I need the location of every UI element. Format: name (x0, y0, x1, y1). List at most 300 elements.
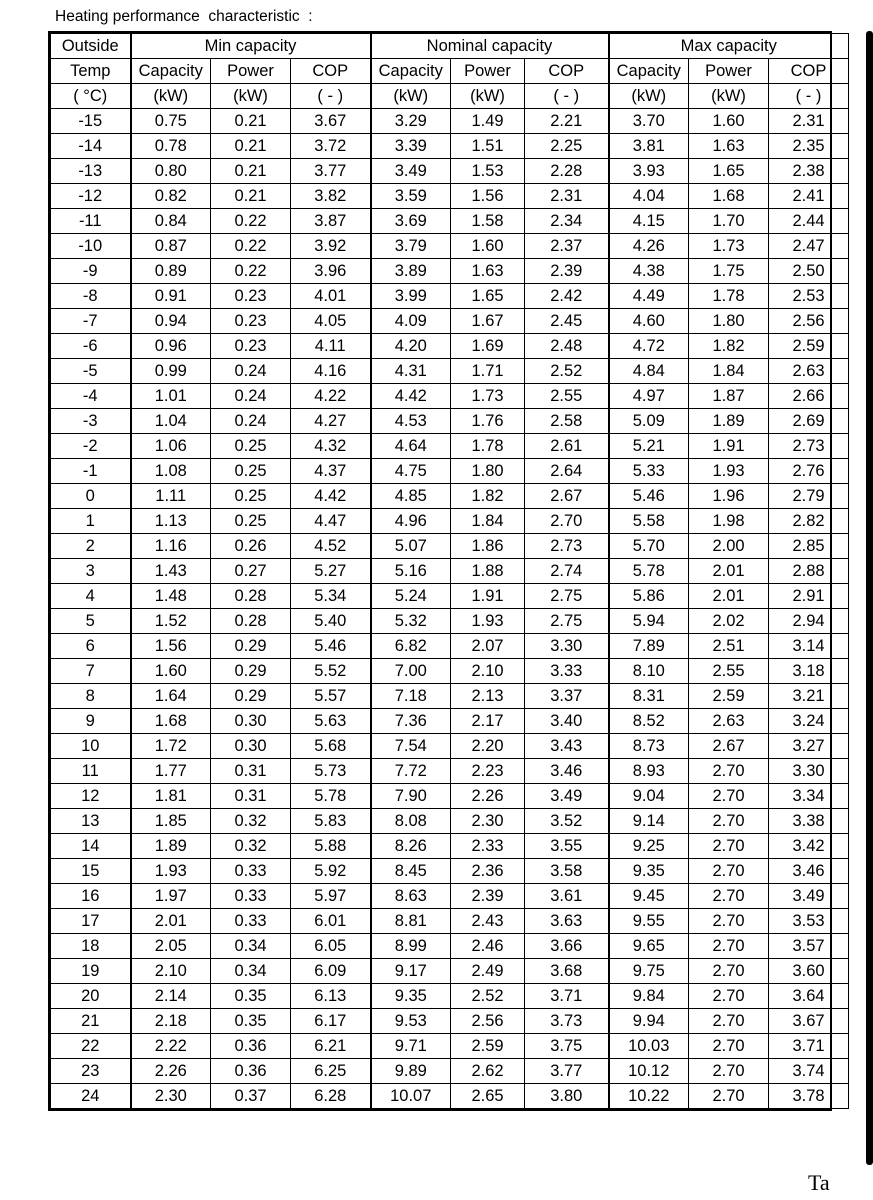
table-row (51, 484, 849, 509)
table-row (51, 384, 849, 409)
cell-max-cop: 3.42 (769, 834, 849, 859)
cell-nominal-cop: 3.80 (525, 1084, 609, 1109)
cell-min-power: 0.31 (211, 784, 291, 809)
cell-temp: -12 (51, 184, 131, 209)
cell-nominal-power: 2.13 (451, 684, 525, 709)
cell-max-cop: 2.53 (769, 284, 849, 309)
cell-min-cop: 5.34 (291, 584, 371, 609)
cell-nominal-cop: 2.75 (525, 584, 609, 609)
cell-max-capacity: 9.45 (609, 884, 689, 909)
cell-nominal-cop: 2.58 (525, 409, 609, 434)
cell-min-cop: 6.21 (291, 1034, 371, 1059)
cell-max-power: 1.87 (689, 384, 769, 409)
cell-nominal-capacity: 7.54 (371, 734, 451, 759)
cell-temp: 23 (51, 1059, 131, 1084)
cell-max-capacity: 3.81 (609, 134, 689, 159)
cell-min-power: 0.23 (211, 309, 291, 334)
cell-max-power: 2.70 (689, 1009, 769, 1034)
cell-nominal-power: 2.62 (451, 1059, 525, 1084)
cell-nominal-power: 1.71 (451, 359, 525, 384)
cell-min-power: 0.24 (211, 384, 291, 409)
cell-temp: 18 (51, 934, 131, 959)
cell-min-power: 0.32 (211, 809, 291, 834)
cell-nominal-power: 2.30 (451, 809, 525, 834)
cell-nominal-capacity: 8.26 (371, 834, 451, 859)
header-group-max: Max capacity (609, 34, 849, 59)
cell-nominal-cop: 3.75 (525, 1034, 609, 1059)
cell-max-power: 1.96 (689, 484, 769, 509)
cell-temp: -15 (51, 109, 131, 134)
cell-max-power: 2.59 (689, 684, 769, 709)
cell-nominal-cop: 2.55 (525, 384, 609, 409)
cell-temp: 7 (51, 659, 131, 684)
cell-min-cop: 6.25 (291, 1059, 371, 1084)
cell-min-power: 0.22 (211, 259, 291, 284)
cell-nominal-cop: 3.33 (525, 659, 609, 684)
cell-nominal-capacity: 4.85 (371, 484, 451, 509)
cell-max-capacity: 4.72 (609, 334, 689, 359)
cell-temp: 13 (51, 809, 131, 834)
cell-max-cop: 3.57 (769, 934, 849, 959)
cell-temp: 21 (51, 1009, 131, 1034)
cell-max-cop: 3.60 (769, 959, 849, 984)
cell-nominal-cop: 3.61 (525, 884, 609, 909)
cell-temp: 15 (51, 859, 131, 884)
cell-min-power: 0.22 (211, 234, 291, 259)
cell-max-power: 2.70 (689, 884, 769, 909)
cell-max-capacity: 4.49 (609, 284, 689, 309)
cell-nominal-capacity: 9.53 (371, 1009, 451, 1034)
cell-min-capacity: 1.08 (131, 459, 211, 484)
cell-min-cop: 4.32 (291, 434, 371, 459)
cell-max-capacity: 3.93 (609, 159, 689, 184)
cell-max-power: 1.60 (689, 109, 769, 134)
cell-min-cop: 4.37 (291, 459, 371, 484)
cell-nominal-capacity: 8.45 (371, 859, 451, 884)
cell-max-cop: 3.34 (769, 784, 849, 809)
cell-max-cop: 2.31 (769, 109, 849, 134)
cell-nominal-power: 1.78 (451, 434, 525, 459)
cell-min-cop: 4.11 (291, 334, 371, 359)
table-row (51, 984, 849, 1009)
cell-max-capacity: 5.21 (609, 434, 689, 459)
cell-max-power: 2.70 (689, 909, 769, 934)
cell-nominal-power: 1.86 (451, 534, 525, 559)
cell-nominal-power: 1.93 (451, 609, 525, 634)
cell-nominal-power: 2.10 (451, 659, 525, 684)
cell-temp: -11 (51, 209, 131, 234)
table-row (51, 909, 849, 934)
cell-temp: -1 (51, 459, 131, 484)
cell-min-cop: 5.46 (291, 634, 371, 659)
cell-max-capacity: 3.70 (609, 109, 689, 134)
cell-min-cop: 6.28 (291, 1084, 371, 1109)
unit-nominal-power: (kW) (451, 84, 525, 109)
cell-max-cop: 2.63 (769, 359, 849, 384)
header-min-cop: COP (291, 59, 371, 84)
cell-min-cop: 5.52 (291, 659, 371, 684)
cell-max-power: 1.82 (689, 334, 769, 359)
cell-max-capacity: 8.93 (609, 759, 689, 784)
cell-min-capacity: 1.11 (131, 484, 211, 509)
table-row (51, 659, 849, 684)
cell-min-power: 0.28 (211, 584, 291, 609)
cell-min-capacity: 2.30 (131, 1084, 211, 1109)
table-row (51, 184, 849, 209)
cell-min-power: 0.34 (211, 934, 291, 959)
cell-nominal-cop: 2.21 (525, 109, 609, 134)
cell-max-power: 2.70 (689, 984, 769, 1009)
cell-max-cop: 2.66 (769, 384, 849, 409)
cell-min-cop: 6.13 (291, 984, 371, 1009)
cell-nominal-power: 2.39 (451, 884, 525, 909)
cell-max-cop: 2.44 (769, 209, 849, 234)
table-row (51, 334, 849, 359)
cell-nominal-cop: 3.71 (525, 984, 609, 1009)
cell-temp: -14 (51, 134, 131, 159)
table-row (51, 834, 849, 859)
cell-min-capacity: 1.72 (131, 734, 211, 759)
cell-max-capacity: 10.12 (609, 1059, 689, 1084)
cell-temp: 10 (51, 734, 131, 759)
cell-max-cop: 3.53 (769, 909, 849, 934)
table-row (51, 234, 849, 259)
cell-max-cop: 2.59 (769, 334, 849, 359)
cell-max-cop: 3.74 (769, 1059, 849, 1084)
cell-nominal-cop: 2.42 (525, 284, 609, 309)
cell-max-power: 2.55 (689, 659, 769, 684)
cell-min-capacity: 1.56 (131, 634, 211, 659)
cell-max-capacity: 4.84 (609, 359, 689, 384)
cell-min-power: 0.29 (211, 659, 291, 684)
table-row (51, 934, 849, 959)
cell-min-cop: 4.42 (291, 484, 371, 509)
cell-max-capacity: 9.25 (609, 834, 689, 859)
cell-nominal-cop: 2.25 (525, 134, 609, 159)
cell-nominal-cop: 3.52 (525, 809, 609, 834)
cell-nominal-capacity: 3.49 (371, 159, 451, 184)
cell-nominal-power: 2.52 (451, 984, 525, 1009)
cell-temp: -9 (51, 259, 131, 284)
cell-max-capacity: 4.04 (609, 184, 689, 209)
cell-temp: -5 (51, 359, 131, 384)
cell-nominal-capacity: 3.39 (371, 134, 451, 159)
header-temp-unit: ( °C) (51, 84, 131, 109)
header-row-groups (51, 34, 849, 59)
cell-nominal-capacity: 9.17 (371, 959, 451, 984)
unit-max-cop: ( - ) (769, 84, 849, 109)
cell-min-power: 0.34 (211, 959, 291, 984)
cell-min-cop: 5.40 (291, 609, 371, 634)
cell-max-power: 1.68 (689, 184, 769, 209)
cell-min-capacity: 0.84 (131, 209, 211, 234)
cell-max-power: 2.70 (689, 934, 769, 959)
cell-max-power: 2.63 (689, 709, 769, 734)
cell-nominal-cop: 3.68 (525, 959, 609, 984)
cell-nominal-power: 2.26 (451, 784, 525, 809)
cell-min-capacity: 0.78 (131, 134, 211, 159)
cell-nominal-capacity: 3.79 (371, 234, 451, 259)
cell-min-cop: 3.82 (291, 184, 371, 209)
cell-nominal-capacity: 3.89 (371, 259, 451, 284)
cell-nominal-power: 1.88 (451, 559, 525, 584)
cell-nominal-capacity: 4.42 (371, 384, 451, 409)
cell-min-power: 0.24 (211, 409, 291, 434)
header-min-power: Power (211, 59, 291, 84)
cell-max-cop: 2.88 (769, 559, 849, 584)
cell-nominal-cop: 3.49 (525, 784, 609, 809)
header-outside: Outside (51, 34, 131, 59)
cell-temp: 9 (51, 709, 131, 734)
cell-min-power: 0.23 (211, 334, 291, 359)
cell-max-power: 1.65 (689, 159, 769, 184)
header-nominal-capacity: Capacity (371, 59, 451, 84)
cell-max-capacity: 10.22 (609, 1084, 689, 1109)
cell-nominal-cop: 3.40 (525, 709, 609, 734)
cell-temp: 19 (51, 959, 131, 984)
cell-max-capacity: 9.55 (609, 909, 689, 934)
cell-nominal-capacity: 8.08 (371, 809, 451, 834)
cell-min-cop: 3.72 (291, 134, 371, 159)
unit-nominal-capacity: (kW) (371, 84, 451, 109)
cell-nominal-power: 1.82 (451, 484, 525, 509)
cell-max-power: 2.02 (689, 609, 769, 634)
cell-nominal-cop: 2.39 (525, 259, 609, 284)
cell-min-capacity: 1.43 (131, 559, 211, 584)
cell-nominal-capacity: 5.32 (371, 609, 451, 634)
table-row (51, 284, 849, 309)
cell-min-power: 0.33 (211, 884, 291, 909)
cell-max-power: 2.01 (689, 559, 769, 584)
cell-temp: 6 (51, 634, 131, 659)
cell-temp: 3 (51, 559, 131, 584)
cell-max-capacity: 4.97 (609, 384, 689, 409)
cell-nominal-capacity: 8.81 (371, 909, 451, 934)
cell-max-capacity: 5.70 (609, 534, 689, 559)
cell-nominal-capacity: 3.69 (371, 209, 451, 234)
cell-max-power: 2.70 (689, 809, 769, 834)
cell-min-power: 0.25 (211, 459, 291, 484)
header-min-capacity: Capacity (131, 59, 211, 84)
cell-nominal-cop: 2.48 (525, 334, 609, 359)
cell-max-capacity: 9.04 (609, 784, 689, 809)
cell-max-capacity: 4.26 (609, 234, 689, 259)
cell-max-power: 2.70 (689, 1084, 769, 1109)
cell-max-cop: 2.82 (769, 509, 849, 534)
table-row (51, 684, 849, 709)
cell-temp: 22 (51, 1034, 131, 1059)
cell-nominal-cop: 2.75 (525, 609, 609, 634)
cell-max-capacity: 4.60 (609, 309, 689, 334)
cell-nominal-cop: 2.74 (525, 559, 609, 584)
cell-nominal-capacity: 3.29 (371, 109, 451, 134)
header-max-power: Power (689, 59, 769, 84)
cell-temp: -8 (51, 284, 131, 309)
cell-min-cop: 3.92 (291, 234, 371, 259)
table-row (51, 809, 849, 834)
cell-min-cop: 6.01 (291, 909, 371, 934)
cell-min-power: 0.31 (211, 759, 291, 784)
header-group-nominal: Nominal capacity (371, 34, 609, 59)
cell-temp: 24 (51, 1084, 131, 1109)
page-edge-bar (866, 31, 873, 1165)
cell-max-capacity: 10.03 (609, 1034, 689, 1059)
cell-max-cop: 3.71 (769, 1034, 849, 1059)
cell-nominal-cop: 3.30 (525, 634, 609, 659)
cell-nominal-capacity: 9.35 (371, 984, 451, 1009)
cell-nominal-capacity: 6.82 (371, 634, 451, 659)
cell-min-cop: 5.97 (291, 884, 371, 909)
cell-nominal-power: 1.80 (451, 459, 525, 484)
cell-temp: -10 (51, 234, 131, 259)
cell-min-power: 0.28 (211, 609, 291, 634)
cell-min-cop: 5.68 (291, 734, 371, 759)
table-row (51, 459, 849, 484)
cell-min-power: 0.36 (211, 1059, 291, 1084)
cell-max-cop: 3.46 (769, 859, 849, 884)
cell-nominal-capacity: 8.63 (371, 884, 451, 909)
cell-temp: 2 (51, 534, 131, 559)
cell-max-capacity: 8.73 (609, 734, 689, 759)
cell-nominal-cop: 2.70 (525, 509, 609, 534)
cell-nominal-cop: 3.37 (525, 684, 609, 709)
cell-temp: 1 (51, 509, 131, 534)
cell-max-cop: 2.56 (769, 309, 849, 334)
table-row (51, 134, 849, 159)
cell-max-capacity: 8.52 (609, 709, 689, 734)
cell-max-cop: 2.47 (769, 234, 849, 259)
cell-nominal-capacity: 4.53 (371, 409, 451, 434)
cell-max-power: 1.93 (689, 459, 769, 484)
table-row (51, 1084, 849, 1109)
cell-nominal-cop: 2.64 (525, 459, 609, 484)
cell-temp: 20 (51, 984, 131, 1009)
cell-min-power: 0.33 (211, 859, 291, 884)
cell-temp: 16 (51, 884, 131, 909)
cell-max-cop: 3.24 (769, 709, 849, 734)
cell-max-capacity: 5.09 (609, 409, 689, 434)
cell-temp: -3 (51, 409, 131, 434)
cell-min-cop: 3.87 (291, 209, 371, 234)
cell-max-power: 1.75 (689, 259, 769, 284)
cell-min-power: 0.21 (211, 184, 291, 209)
cell-nominal-capacity: 7.90 (371, 784, 451, 809)
cell-nominal-power: 1.51 (451, 134, 525, 159)
cell-nominal-power: 2.46 (451, 934, 525, 959)
cell-max-cop: 3.30 (769, 759, 849, 784)
cell-temp: 11 (51, 759, 131, 784)
header-max-cop: COP (769, 59, 849, 84)
table-body (51, 109, 849, 1109)
cell-nominal-power: 2.59 (451, 1034, 525, 1059)
cell-min-capacity: 1.60 (131, 659, 211, 684)
cell-nominal-power: 1.60 (451, 234, 525, 259)
cell-nominal-capacity: 5.16 (371, 559, 451, 584)
cell-max-power: 2.70 (689, 784, 769, 809)
table-row (51, 409, 849, 434)
cell-nominal-power: 1.58 (451, 209, 525, 234)
cell-nominal-capacity: 8.99 (371, 934, 451, 959)
cell-temp: -6 (51, 334, 131, 359)
cell-min-power: 0.21 (211, 159, 291, 184)
cell-min-capacity: 0.75 (131, 109, 211, 134)
cell-nominal-capacity: 5.24 (371, 584, 451, 609)
cell-min-cop: 4.22 (291, 384, 371, 409)
cell-min-capacity: 1.81 (131, 784, 211, 809)
cell-nominal-power: 2.65 (451, 1084, 525, 1109)
cell-min-cop: 5.57 (291, 684, 371, 709)
table-row (51, 734, 849, 759)
unit-max-capacity: (kW) (609, 84, 689, 109)
cell-max-capacity: 9.94 (609, 1009, 689, 1034)
cell-min-capacity: 1.64 (131, 684, 211, 709)
table-row (51, 784, 849, 809)
cell-min-power: 0.36 (211, 1034, 291, 1059)
table-row (51, 209, 849, 234)
cell-temp: 0 (51, 484, 131, 509)
cell-max-capacity: 9.65 (609, 934, 689, 959)
table-row (51, 884, 849, 909)
cell-max-cop: 3.64 (769, 984, 849, 1009)
cell-max-power: 1.80 (689, 309, 769, 334)
cell-temp: 12 (51, 784, 131, 809)
cell-min-capacity: 2.26 (131, 1059, 211, 1084)
cell-max-power: 2.70 (689, 959, 769, 984)
table-header (51, 34, 849, 109)
table-row (51, 584, 849, 609)
cell-min-cop: 5.83 (291, 809, 371, 834)
header-group-min: Min capacity (131, 34, 371, 59)
cell-nominal-power: 1.49 (451, 109, 525, 134)
cell-max-cop: 2.38 (769, 159, 849, 184)
cell-min-power: 0.32 (211, 834, 291, 859)
cell-nominal-cop: 2.73 (525, 534, 609, 559)
cell-nominal-cop: 3.46 (525, 759, 609, 784)
cell-min-power: 0.25 (211, 434, 291, 459)
corner-text: Ta (808, 1170, 830, 1195)
cell-nominal-capacity: 9.89 (371, 1059, 451, 1084)
cell-min-capacity: 2.05 (131, 934, 211, 959)
cell-min-cop: 4.16 (291, 359, 371, 384)
cell-max-cop: 2.85 (769, 534, 849, 559)
cell-nominal-power: 1.84 (451, 509, 525, 534)
unit-min-cop: ( - ) (291, 84, 371, 109)
table-row (51, 509, 849, 534)
cell-min-power: 0.25 (211, 484, 291, 509)
header-row-columns (51, 59, 849, 84)
table-row (51, 1009, 849, 1034)
cell-min-capacity: 1.89 (131, 834, 211, 859)
cell-nominal-cop: 2.61 (525, 434, 609, 459)
cell-nominal-power: 1.56 (451, 184, 525, 209)
cell-max-power: 1.91 (689, 434, 769, 459)
table-row (51, 259, 849, 284)
cell-min-capacity: 1.52 (131, 609, 211, 634)
cell-min-capacity: 1.01 (131, 384, 211, 409)
header-nominal-cop: COP (525, 59, 609, 84)
table-row (51, 109, 849, 134)
cell-temp: -13 (51, 159, 131, 184)
cell-max-cop: 3.38 (769, 809, 849, 834)
cell-min-capacity: 2.22 (131, 1034, 211, 1059)
cell-max-power: 1.98 (689, 509, 769, 534)
cell-max-capacity: 4.15 (609, 209, 689, 234)
cell-nominal-power: 1.76 (451, 409, 525, 434)
cell-nominal-cop: 2.28 (525, 159, 609, 184)
performance-table-container (48, 31, 832, 1111)
cell-min-capacity: 0.87 (131, 234, 211, 259)
cell-min-cop: 6.05 (291, 934, 371, 959)
